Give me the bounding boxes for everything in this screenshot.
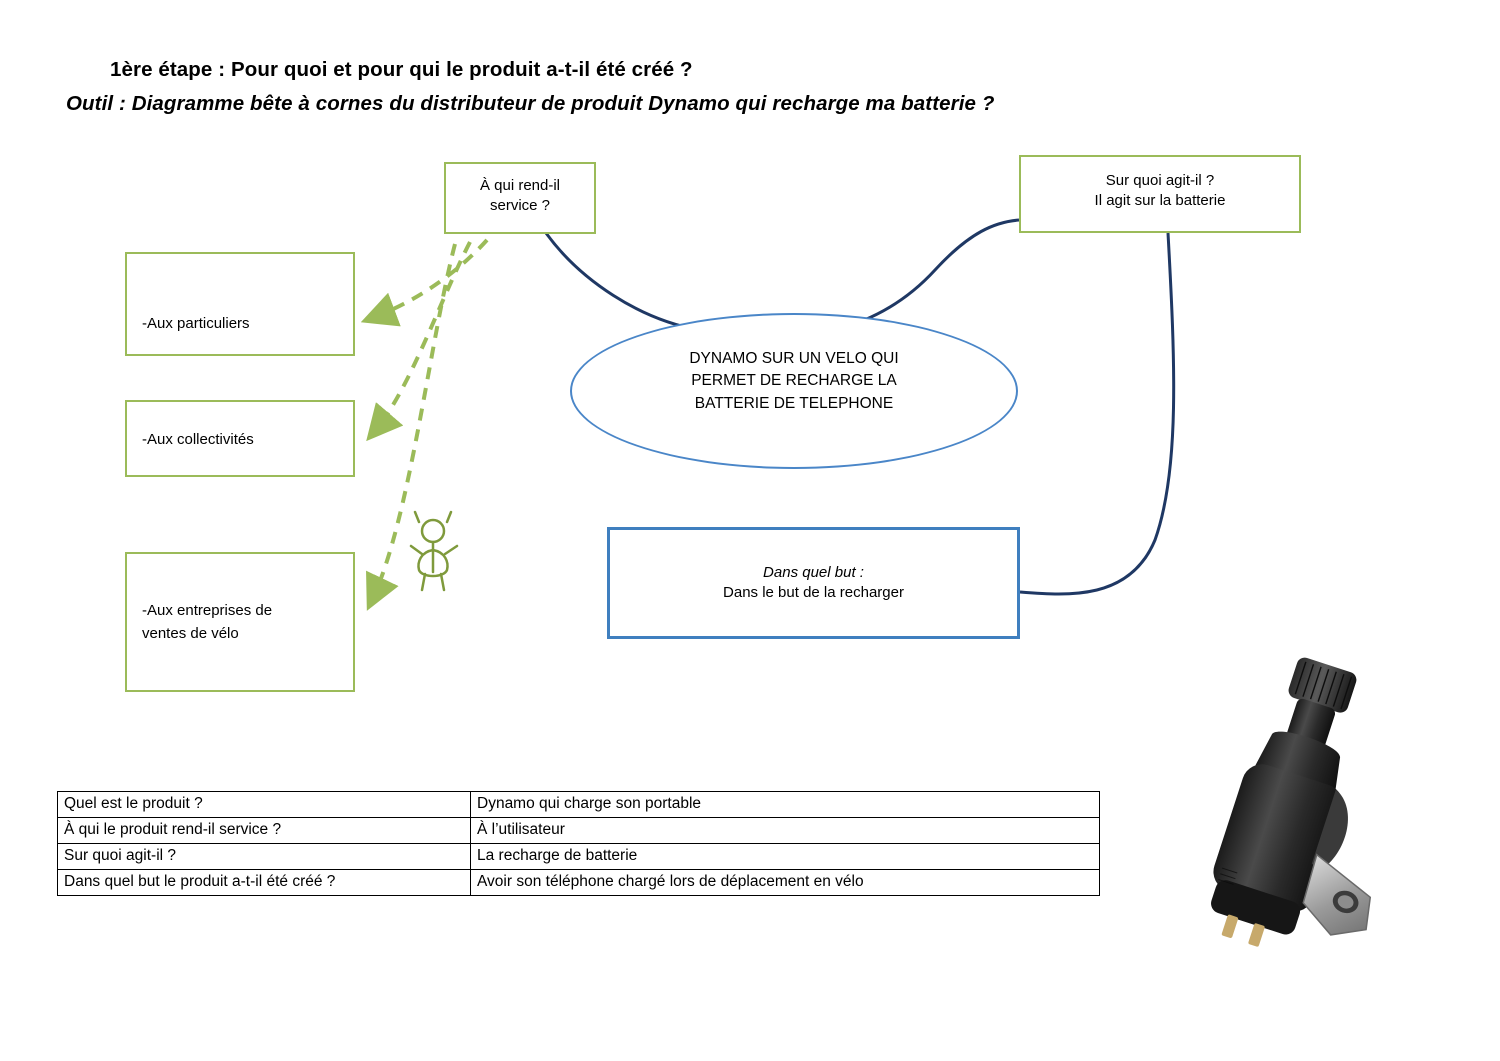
box-aux-collectivites	[125, 400, 355, 477]
box-dans-quel-but-line2: Dans le but de la recharger	[723, 584, 904, 602]
qa-table	[57, 791, 1100, 896]
box-aux-collectivites-label: -Aux collectivités	[142, 431, 254, 448]
table-cell-answer: La recharge de batterie	[471, 844, 1100, 870]
table-row	[58, 792, 1100, 818]
box-a-qui-rend-il-service	[444, 162, 596, 234]
dynamo-product-photo	[1130, 650, 1460, 980]
table-cell-question: Quel est le produit ?	[58, 792, 471, 818]
ellipse-line3: BATTERIE DE TELEPHONE	[694, 394, 894, 412]
ellipse-line2: PERMET DE RECHARGE LA	[691, 372, 897, 390]
table-cell-question: Dans quel but le produit a-t-il été créé ?	[58, 870, 471, 896]
box-dans-quel-but	[607, 527, 1020, 639]
page-title-line1: 1ère étape : Pour quoi et pour qui le produit a-t-il été créé ?	[110, 58, 693, 81]
table-cell-question: Sur quoi agit-il ?	[58, 844, 471, 870]
box-a-qui-line1: À qui rend-il	[479, 177, 561, 194]
box-aux-particuliers-label: -Aux particuliers	[142, 315, 250, 332]
table-row	[58, 870, 1100, 896]
box-dans-quel-but-line1: Dans quel but :	[763, 564, 864, 581]
ellipse-line1: DYNAMO SUR UN VELO QUI	[689, 350, 899, 367]
table-row	[58, 818, 1100, 844]
table-cell-question: À qui le produit rend-il service ?	[58, 818, 471, 844]
box-a-qui-line2: service ?	[489, 197, 551, 215]
table-cell-answer: Avoir son téléphone chargé lors de déplacement en vélo	[471, 870, 1100, 896]
box-sur-quoi-line2: Il agit sur la batterie	[1094, 192, 1226, 210]
table-cell-answer: Dynamo qui charge son portable	[471, 792, 1100, 818]
box-aux-entreprises-line2: ventes de vélo	[142, 624, 239, 642]
box-aux-particuliers	[125, 252, 355, 356]
table-row	[58, 844, 1100, 870]
box-sur-quoi-line1: Sur quoi agit-il ?	[1105, 172, 1215, 189]
box-aux-entreprises	[125, 552, 355, 692]
box-sur-quoi-agit-il	[1019, 155, 1301, 233]
central-product-ellipse	[570, 313, 1018, 469]
box-aux-entreprises-line1: -Aux entreprises de	[142, 602, 273, 619]
page-title-line2: Outil : Diagramme bête à cornes du distributeur de produit Dynamo qui recharge ma batterie ?	[66, 92, 995, 115]
table-cell-answer: À l’utilisateur	[471, 818, 1100, 844]
